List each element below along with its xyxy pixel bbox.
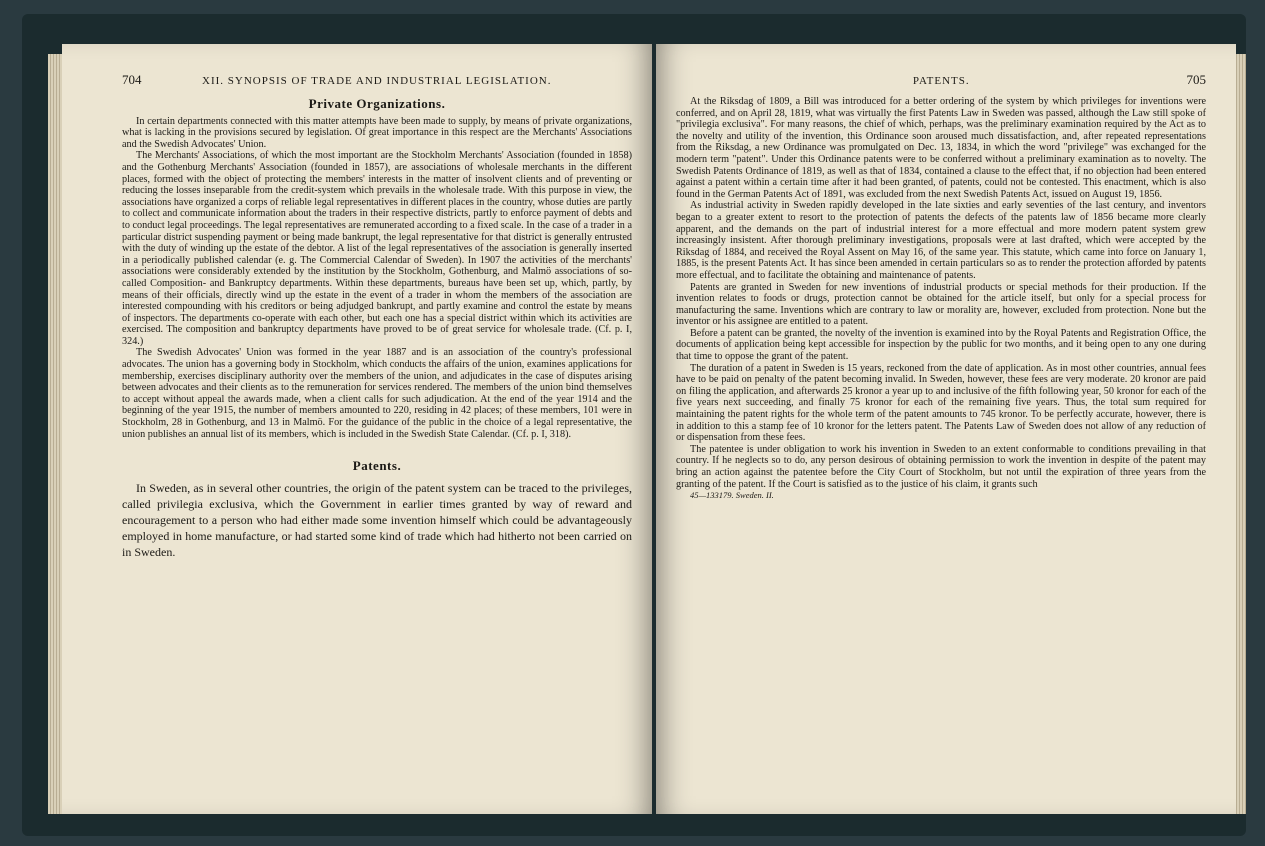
paragraph: The Merchants' Associations, of which the most important are the Stockholm Merchants' Association (founded in 1858) and the Gothenburg Merchants' Association (founded in 1857), are associations of wholesale merchants in the different places, formed with the object of protecting the members' interests in the matter of insolvent clients and of preventing or reducing the losses inseparable from the credit-system which prevails in the wholesale trade. With this purpose in view, the associations have organized a corps of reliable legal representatives in different places in the country, whose duties are partly to collect and communicate information about the traders in their respective districts, partly to enforce payment of debts and to conduct legal proceedings. The legal representatives are remunerated according to a fixed scale. In the case of a trader in a particular district suspending payment or being made bankrupt, the legal representative for that district is generally entrusted with the duty of winding up the estate of the debtor. A list of the legal representatives of the association is generally inserted in a periodically published calendar (e. g. The Commercial Calendar of Sweden). In 1907 the activities of the merchants' associations were considerably extended by the institution by the Stockholm, Gothenburg, and Malmö associations of so-called Composition- and Bankruptcy departments. Within these departments, bureaus have been set up, which, partly, by means of their officials, directly wind up the estate in the event of a trader in whom the members of the association are interested compounding with his creditors or being adjudged bankrupt, and partly examine and control the estate by means of inspectors. The departments co-operate with each other, but each one has a special district within which its activities are exercised. The composition and bankruptcy departments have proved to be of great service for wholesale trade. (Cf. p. I, 324.) <box>122 150 632 347</box>
right-page-header <box>676 72 1206 88</box>
left-page <box>62 44 652 814</box>
paragraph: Before a patent can be granted, the novelty of the invention is examined into by the Royal Patents and Registration Office, the documents of application being kept accessible for inspection by the public for two months, and it being open to any one during that time to oppose the grant of the patent. <box>676 327 1206 363</box>
paragraph: In certain departments connected with this matter attempts have been made to supply, by means of private organizations, what is lacking in the provisions secured by legislation. Of great importance in this respect are the Merchants' Associations and the Swedish Advocates' Union. <box>122 115 632 150</box>
left-page-header <box>122 72 632 88</box>
paragraph: As industrial activity in Sweden rapidly developed in the late sixties and early seventies of the last century, and inventors began to a greater extent to resort to the protection of patents the defects of the patents law of 1856 became more clearly apparent, and the demands on the part of industrial interest for a more effectual and more modern patent system grew increasingly insistent. After thorough preliminary investigations, proposals were at last drafted, which were accepted by the Riksdag of 1884, and received the Royal Assent on May 16, of the same year. This statute, which came into force on January 1, 1885, is the present Patents Act. It has since been amended in certain particulars so as to render the protection afforded by patents more effectual, and to facilitate the obtaining and maintenance of patents. <box>676 200 1206 281</box>
paragraph: The Swedish Advocates' Union was formed in the year 1887 and is an association of the country's professional advocates. The union has a governing body in Stockholm, which conducts the affairs of the union, examines applications for membership, exercises disciplinary authority over the members of the union, and adjudicates in the case of disputes arising between advocates and their clients as to the remuneration for services rendered. The members of the union bind themselves to accept without appeal the awards made, when a client calls for such adjudication. At the end of the year 1914 and the beginning of the year 1915, the number of members amounted to 220, residing in 42 places; of these members, 101 were in Stockholm, 28 in Gothenburg, and 13 in Malmö. For the guidance of the public in the choice of a legal representative, the union publishes an annual list of its members, which is included in the Swedish State Calendar. (Cf. p. I, 318). <box>122 347 632 440</box>
running-header: XII. SYNOPSIS OF TRADE AND INDUSTRIAL LEGISLATION. <box>202 75 552 87</box>
page-number: 705 <box>1186 72 1206 87</box>
page-number: 704 <box>122 72 142 87</box>
right-page-body <box>676 96 1206 502</box>
left-page-body <box>122 96 632 560</box>
paragraph: The patentee is under obligation to work his invention in Sweden to an extent conformable to conditions prevailing in that country. If he neglects so to do, any person desirous of obtaining permission to work the invention in despite of the patent may bring an action against the patentee before the City Court of Stockholm, but not until the expiration of three years from the granting of the patent. If the Court is satisfied as to the justice of his claim, it grants such <box>676 443 1206 490</box>
printer-signature: 45—133179. Sweden. II. <box>690 490 774 501</box>
paragraph: At the Riksdag of 1809, a Bill was introduced for a better ordering of the system by which privileges for inventions were conferred, and on April 28, 1819, what was virtually the first Patents Law in Sweden was passed, although the Law still spoke of "privilegia exclusiva". For many reasons, the chief of which, perhaps, was the preliminary examination required by the Act as to the novelty and utility of the invention, this Ordinance soon aroused much dissatisfaction, and, after repeated representations from the Riksdag, a new Ordinance was promulgated on Dec. 13, 1834, in which the word "privilege" was exchanged for the modern term "patent". Under this Ordinance patents were to be conferred without a preliminary examination as to novelty. The Swedish Patents Ordinance of 1819, as well as that of 1834, contained a clause to the effect that, if no objection had been entered against a patent within a certain time after it had been granted, of patents, could not be contested. This enactment, which is also found in the German Patents Act of 1891, was excluded from the next Swedish Patents Act, issued on August 19, 1856. <box>676 96 1206 200</box>
paragraph: In Sweden, as in several other countries, the origin of the patent system can be traced to the privileges, called privilegia exclusiva, which the Government in earlier times granted by way of reward and encouragement to a person who had either made some invention himself which could be advantageously employed in home manufacture, or had started some kind of trade which had hitherto not been carried on in Sweden. <box>122 480 632 559</box>
paragraph: Patents are granted in Sweden for new inventions of industrial products or special methods for their production. If the invention relates to foods or drugs, protection cannot be obtained for the article itself, but only for a special process for manufacturing the same. Inventions which are contrary to law or morality are, however, excluded from protection. None but the inventor or his assignee are entitled to a patent. <box>676 281 1206 328</box>
paragraph: The duration of a patent in Sweden is 15 years, reckoned from the date of application. As in most other countries, annual fees have to be paid on penalty of the patent becoming invalid. In Sweden, however, these fees are very moderate. 20 kronor are paid on filing the application, and afterwards 25 kronor a year up to and inclusive of the fifth following year, 50 kronor for each of the five years next succeeding, and finally 75 kronor for each of the remaining five years. Thus, the total sum required for maintaining the patent rights for the whole term of the patent amounts to 745 kronor. To be perfectly accurate, however, there is in addition to this a stamp fee of 10 kronor for the letters patent. The Patents Law of Sweden does not allow of any reduction of or dispensation from these fees. <box>676 362 1206 444</box>
book-spread <box>22 14 1246 836</box>
section-heading: Patents. <box>352 458 402 474</box>
section-heading: Private Organizations. <box>308 96 446 111</box>
right-page <box>656 44 1236 814</box>
running-header: PATENTS. <box>912 75 970 87</box>
